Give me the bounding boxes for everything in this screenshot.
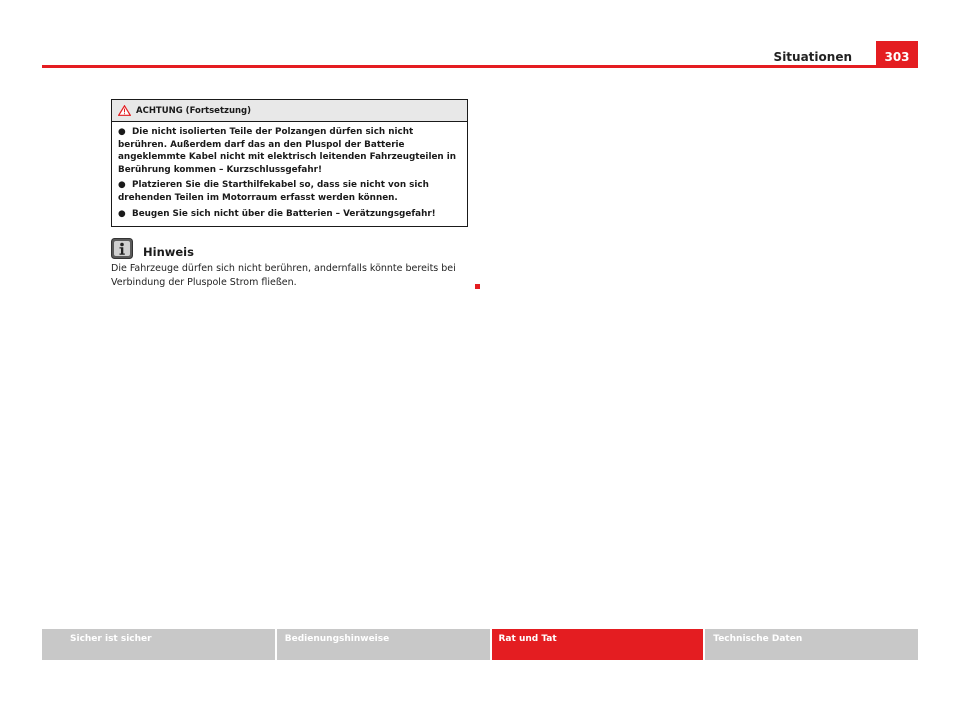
warning-item: ● Die nicht isolierten Teile der Polzangen dürfen sich nicht berühren. Außerdem darf das an den Pluspol der Batterie angeklemmte Kabel nicht mit elektrisch leitenden Fahrzeugteilen in Berührung kommen – Kurzschlussgefahr! (118, 127, 457, 175)
page-number: 303 (876, 41, 918, 68)
warning-title: ACHTUNG (Fortsetzung) (136, 105, 252, 116)
warning-triangle-icon (118, 105, 131, 116)
warning-box (111, 99, 468, 227)
footer-tab-bedienungshinweise[interactable]: Bedienungshinweise (277, 629, 490, 660)
note-text: Die Fahrzeuge dürfen sich nicht berühren, andernfalls könnte bereits bei Verbindung der Pluspole Strom fließen. (111, 263, 456, 288)
footer-tab-sicher-ist-sicher[interactable]: Sicher ist sicher (42, 629, 275, 660)
footer-tab-rat-und-tat[interactable]: Rat und Tat (492, 629, 704, 660)
section-end-marker (475, 284, 480, 289)
warning-body (112, 122, 467, 220)
warning-item: ● Beugen Sie sich nicht über die Batterien – Verätzungsgefahr! (118, 208, 436, 219)
note-heading (111, 238, 194, 259)
note-title: Hinweis (143, 245, 194, 259)
footer-tab-technische-daten[interactable]: Technische Daten (705, 629, 918, 660)
warning-item: ● Platzieren Sie die Starthilfekabel so, dass sie nicht von sich drehenden Teilen im Motorraum erfasst werden können. (118, 180, 429, 203)
header-rule (42, 65, 918, 68)
footer-navigation (42, 629, 918, 660)
section-title: Situationen (773, 50, 852, 64)
warning-header (112, 100, 467, 122)
info-icon (111, 238, 133, 259)
